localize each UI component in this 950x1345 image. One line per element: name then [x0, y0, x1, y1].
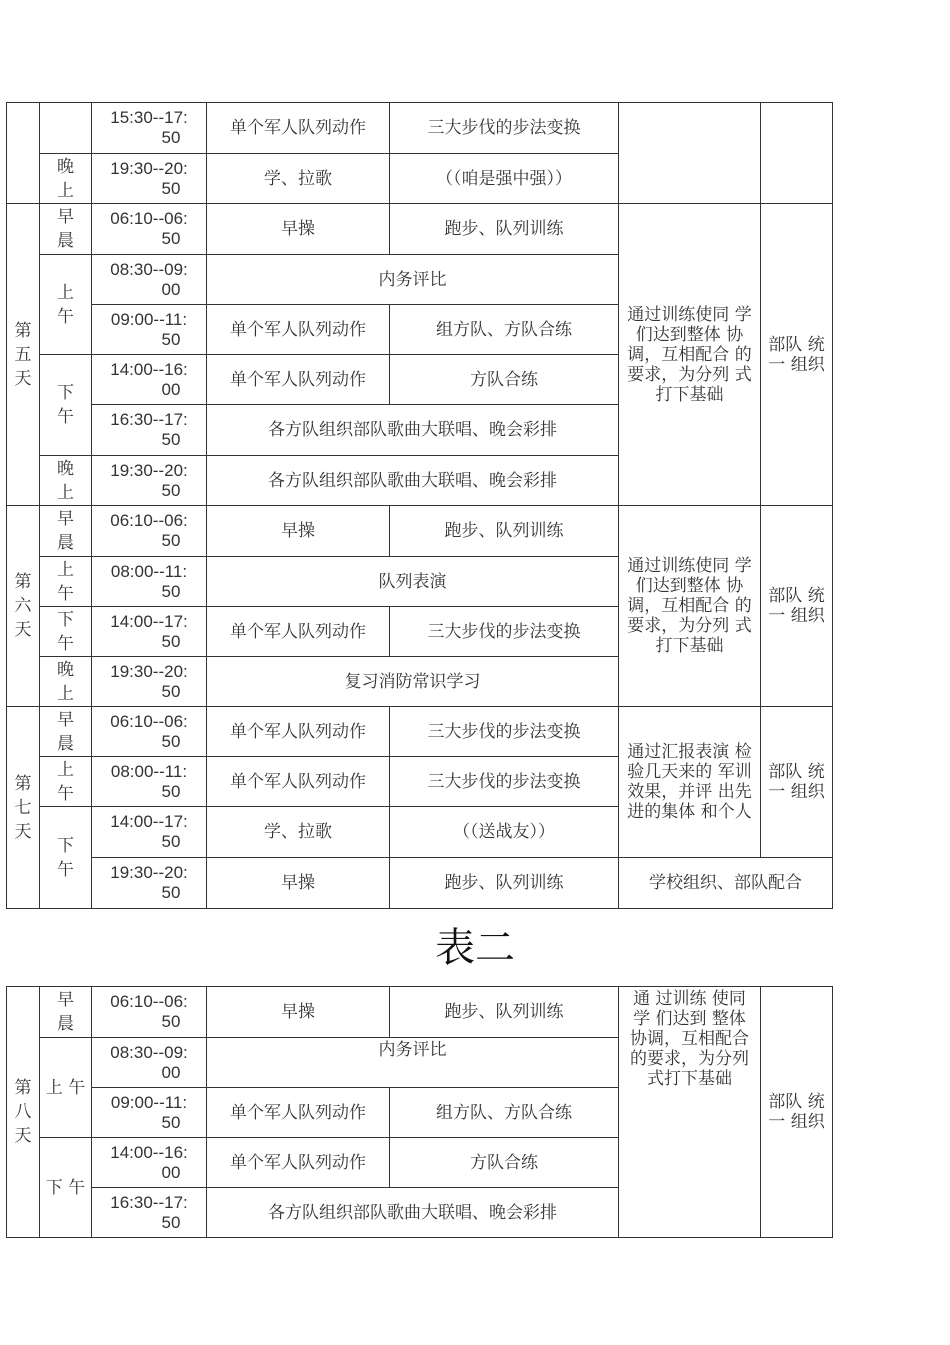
activity-cell: 学、拉歌 — [207, 154, 390, 204]
text-line: 部队 统 — [768, 1092, 825, 1112]
detail-cell: 组方队、方队合练 — [390, 1088, 619, 1138]
vertical-char: 晨 — [57, 231, 74, 251]
vertical-char: 六 — [14, 596, 32, 616]
text-line: 的要求，为分列 — [630, 1049, 749, 1069]
activity-cell: 队列表演 — [207, 557, 619, 607]
time-cell: 08:30--09: 00 — [92, 255, 207, 305]
time-cell: 06:10--06: 50 — [92, 707, 207, 757]
text-line: 一 组织 — [768, 354, 825, 375]
table-row — [7, 204, 833, 255]
text-line: 效果，并评 出先 — [627, 782, 752, 802]
activity-cell: 单个军人队列动作 — [207, 355, 390, 405]
time-cell: 08:00--11: 50 — [92, 757, 207, 807]
period-cell — [40, 355, 92, 456]
day-label — [7, 987, 40, 1238]
period-cell — [40, 506, 92, 557]
vertical-char: 午 — [57, 583, 74, 604]
text-line: 部队 统 — [768, 586, 825, 606]
activity-cell: 早操 — [207, 987, 390, 1038]
text-line: 通过汇报表演 检 — [627, 742, 752, 762]
vertical-char: 午 — [57, 859, 74, 880]
detail-cell: 三大步伐的步法变换 — [390, 103, 619, 154]
text-line: 通 过训练 使同 — [633, 989, 746, 1009]
org-cell — [761, 506, 833, 707]
vertical-char: 八 — [14, 1102, 32, 1122]
text-line: 部队 统 — [768, 762, 825, 782]
vertical-char: 晨 — [57, 1014, 74, 1034]
goal-cell — [619, 707, 761, 858]
vertical-char: 下 — [57, 835, 74, 856]
text-line: 调，互相配合 的 — [627, 596, 752, 616]
period-cell: 下 午 — [40, 1138, 92, 1238]
text-line: 式打下基础 — [647, 1069, 732, 1089]
vertical-char: 上 — [57, 282, 74, 303]
period-cell — [40, 456, 92, 506]
time-cell: 19:30--20: 50 — [92, 456, 207, 506]
vertical-char: 早 — [57, 709, 74, 730]
org-cell — [761, 987, 833, 1238]
text-line: 调，互相配合 的 — [627, 344, 752, 365]
goal-cell — [619, 204, 761, 506]
day-label — [7, 707, 40, 909]
schedule-table-1 — [6, 102, 833, 909]
table-caption: 表二 — [435, 925, 515, 971]
text-line: 通过训练使同 学 — [627, 556, 752, 576]
goal-cell — [619, 506, 761, 707]
time-cell: 06:10--06: 50 — [92, 987, 207, 1038]
vertical-char: 下 — [57, 383, 74, 403]
activity-cell: 单个军人队列动作 — [207, 707, 390, 757]
vertical-char: 下 — [57, 609, 74, 630]
period-cell — [40, 103, 92, 154]
activity-cell: 学、拉歌 — [207, 807, 390, 858]
activity-cell: 各方队组织部队歌曲大联唱、晚会彩排 — [207, 1188, 619, 1238]
time-cell: 14:00--17: 50 — [92, 807, 207, 858]
detail-cell: 方队合练 — [390, 1138, 619, 1188]
time-cell: 06:10--06: 50 — [92, 204, 207, 255]
detail-cell: 跑步、队列训练 — [390, 204, 619, 255]
detail-cell: 方队合练 — [390, 355, 619, 405]
detail-cell: 三大步伐的步法变换 — [390, 607, 619, 657]
detail-cell: （（送战友）） — [390, 807, 619, 858]
vertical-char: 早 — [57, 990, 74, 1010]
vertical-char: 上 — [57, 559, 74, 580]
text-line: 们达到整体 协 — [635, 576, 744, 596]
vertical-char: 上 — [57, 180, 74, 201]
text-line: 要求，为分列 式 — [627, 616, 752, 636]
schedule-table-2 — [6, 986, 833, 1238]
detail-cell: 三大步伐的步法变换 — [390, 757, 619, 807]
vertical-char: 午 — [57, 783, 74, 804]
activity-cell: 单个军人队列动作 — [207, 1088, 390, 1138]
vertical-char: 天 — [14, 1126, 32, 1146]
time-cell: 19:30--20: 50 — [92, 657, 207, 707]
table-row — [7, 858, 833, 909]
goal-cell-empty — [619, 103, 761, 204]
text-line: 学 们达到 整体 — [633, 1009, 746, 1029]
vertical-char: 第 — [14, 773, 32, 794]
time-cell: 09:00--11: 50 — [92, 305, 207, 355]
vertical-char: 晚 — [57, 659, 74, 680]
vertical-char: 午 — [57, 633, 74, 654]
vertical-char: 天 — [14, 368, 32, 389]
activity-cell: 单个军人队列动作 — [207, 607, 390, 657]
text-line: 进的集体 和个人 — [627, 802, 752, 822]
detail-cell: 跑步、队列训练 — [390, 506, 619, 557]
vertical-char: 第 — [14, 572, 32, 592]
text-line: 们达到整体 协 — [635, 324, 744, 345]
activity-cell: 复习消防常识学习 — [207, 657, 619, 707]
day-label — [7, 506, 40, 707]
org-cell — [761, 707, 833, 858]
text-line: 要求，为分列 式 — [627, 364, 752, 385]
detail-cell: 跑步、队列训练 — [390, 987, 619, 1038]
period-cell: 上 午 — [40, 1038, 92, 1138]
period-cell — [40, 557, 92, 607]
table-row — [7, 707, 833, 757]
vertical-char: 晨 — [57, 733, 74, 754]
table-row — [7, 103, 833, 154]
activity-cell: 单个军人队列动作 — [207, 103, 390, 154]
vertical-char: 第 — [14, 1078, 32, 1098]
activity-cell: 各方队组织部队歌曲大联唱、晚会彩排 — [207, 456, 619, 506]
period-cell — [40, 255, 92, 355]
goal-cell — [619, 987, 761, 1238]
text-line: 通过训练使同 学 — [627, 304, 752, 325]
vertical-char: 上 — [57, 683, 74, 704]
activity-cell: 早操 — [207, 506, 390, 557]
time-cell: 16:30--17: 50 — [92, 405, 207, 456]
org-cell — [761, 204, 833, 506]
vertical-char: 晚 — [57, 458, 74, 479]
period-cell — [40, 657, 92, 707]
vertical-char: 七 — [14, 797, 32, 818]
vertical-char: 上 — [57, 759, 74, 780]
time-cell: 14:00--16: 00 — [92, 355, 207, 405]
period-cell — [40, 154, 92, 204]
activity-cell: 单个军人队列动作 — [207, 757, 390, 807]
vertical-char: 早 — [57, 509, 74, 529]
activity-cell: 早操 — [207, 858, 390, 909]
period-cell — [40, 204, 92, 255]
day-label — [7, 204, 40, 506]
detail-cell: 三大步伐的步法变换 — [390, 707, 619, 757]
period-cell — [40, 607, 92, 657]
period-cell — [40, 707, 92, 757]
org-cell-combined: 学校组织、部队配合 — [619, 858, 833, 909]
time-cell: 06:10--06: 50 — [92, 506, 207, 557]
time-cell: 09:00--11: 50 — [92, 1088, 207, 1138]
text-line: 验几天来的 军训 — [627, 762, 752, 782]
activity-cell: 内务评比 — [207, 1038, 619, 1088]
activity-cell: 各方队组织部队歌曲大联唱、晚会彩排 — [207, 405, 619, 456]
activity-cell: 早操 — [207, 204, 390, 255]
table-row — [7, 987, 833, 1038]
period-cell — [40, 807, 92, 909]
org-cell-empty — [761, 103, 833, 204]
vertical-char: 晚 — [57, 156, 74, 177]
time-cell: 14:00--17: 50 — [92, 607, 207, 657]
detail-cell: 跑步、队列训练 — [390, 858, 619, 909]
text-line: 一 组织 — [768, 782, 825, 802]
period-cell — [40, 757, 92, 807]
time-cell: 15:30--17: 50 — [92, 103, 207, 154]
vertical-char: 天 — [14, 620, 32, 640]
activity-cell: 内务评比 — [207, 255, 619, 305]
time-cell: 08:00--11: 50 — [92, 557, 207, 607]
time-cell: 16:30--17: 50 — [92, 1188, 207, 1238]
activity-cell: 单个军人队列动作 — [207, 1138, 390, 1188]
period-cell — [40, 987, 92, 1038]
vertical-char: 上 — [57, 482, 74, 503]
vertical-char: 晨 — [57, 533, 74, 553]
vertical-char: 午 — [57, 407, 74, 427]
time-cell: 08:30--09: 00 — [92, 1038, 207, 1088]
text-line: 协调，互相配合 — [630, 1029, 749, 1049]
detail-cell: （（咱是强中强）） — [390, 154, 619, 204]
vertical-char: 午 — [57, 306, 74, 327]
time-cell: 19:30--20: 50 — [92, 858, 207, 909]
text-line: 一 组织 — [768, 1112, 825, 1132]
vertical-char: 早 — [57, 207, 74, 227]
time-cell: 14:00--16: 00 — [92, 1138, 207, 1188]
table-row — [7, 506, 833, 557]
day-cell-empty — [7, 103, 40, 204]
vertical-char: 五 — [14, 344, 32, 365]
text-line: 一 组织 — [768, 606, 825, 626]
text-line: 打下基础 — [655, 384, 724, 405]
text-line: 部队 统 — [768, 334, 825, 355]
vertical-char: 天 — [14, 821, 32, 842]
vertical-char: 第 — [14, 320, 32, 341]
time-cell: 19:30--20: 50 — [92, 154, 207, 204]
text-line: 打下基础 — [655, 636, 724, 656]
activity-cell: 单个军人队列动作 — [207, 305, 390, 355]
detail-cell: 组方队、方队合练 — [390, 305, 619, 355]
